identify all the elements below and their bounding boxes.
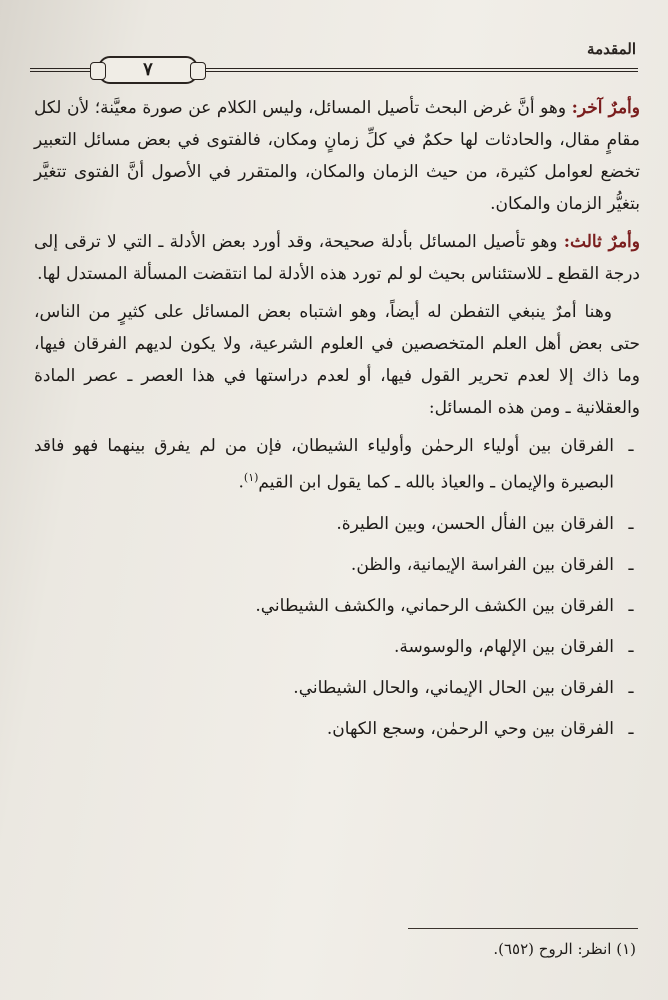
paragraph-2 [34,226,640,290]
list-dash: ـ [628,554,634,575]
issues-list [34,430,640,745]
list-item-text: الفرقان بين الإلهام، والوسوسة. [394,636,614,657]
paragraph-1 [34,92,640,220]
list-item-text: الفرقان بين وحي الرحمٰن، وسجع الكهان. [326,718,614,739]
list-item [34,713,640,745]
paragraph-1-text: وهو أنَّ غرض البحث تأصيل المسائل، وليس الكلام عن صورة معيَّنة؛ لأن لكل مقامٍ مقال، والحادثات لها حكمٌ في كلِّ زمانٍ ومكان، فالفتوى في بعض مسائل التعبير تخضع لعوامل كثيرة، من حيث الزمان والمكان، والمتقرر في الأصول أنَّ الفتوى تتغيَّر بتغيُّر الزمان والمكان. [34,98,640,214]
list-item-text: الفرقان بين الفراسة الإيمانية، والظن. [350,554,614,575]
list-dash: ـ [628,677,634,698]
page-body [34,92,640,754]
list-item [34,672,640,704]
list-dash: ـ [628,595,634,616]
paragraph-2-lead: وأمرٌ ثالث: [563,232,640,252]
list-dash: ـ [628,718,634,739]
list-dash: ـ [628,436,634,456]
footnote: (١) انظر: الروح (٦٥٢). [493,940,636,958]
list-item [34,590,640,622]
footnote-rule [408,928,638,929]
paragraph-3: وهنا أمرٌ ينبغي التفطن له أيضاً، وهو اشتباه بعض المسائل على كثيرٍ من الناس، حتى بعض أهل العلم المتخصصين في العلوم الشرعية، ولا يكون لديهم الفرقان فيها، وما ذاك إلا لعدم تحرير القول فيها، أو لعدم دراستها في هذا العصر ـ عصر المادة والعقلانية ـ ومن هذه المسائل: [34,302,640,418]
paragraph-2-text: وهو تأصيل المسائل بأدلة صحيحة، وقد أورد بعض الأدلة ـ التي لا ترقى إلى درجة القطع ـ للاستئناس بحيث لو لم تورد هذه الأدلة لما انتقضت المسألة المستدل لها. [34,232,640,284]
paragraph-1-lead: وأمرٌ آخر: [571,98,640,118]
list-item-text: الفرقان بين الكشف الرحماني، والكشف الشيطاني. [255,595,614,616]
list-item [34,508,640,540]
list-item-text: الفرقان بين الفأل الحسن، وبين الطيرة. [336,513,614,534]
list-item-text: الفرقان بين الحال الإيماني، والحال الشيطاني. [293,677,614,698]
page-number: ٧ [98,56,198,84]
list-dash: ـ [628,513,634,534]
list-dash: ـ [628,636,634,657]
list-item [34,631,640,663]
running-title: المقدمة [587,40,636,58]
list-item [34,549,640,581]
page-header [30,40,638,80]
footnote-reference: (١) [243,471,259,484]
list-item-text: الفرقان بين أولياء الرحمٰن وأولياء الشيطان، فإن من لم يفرق بينهما فهو فاقد البصيرة والإيمان ـ والعياذ بالله ـ كما يقول ابن القيم [34,436,614,493]
list-item: ـ الفرقان بين أولياء الرحمٰن وأولياء الشيطان، فإن من لم يفرق بينهما فهو فاقد البصيرة والإيمان ـ والعياذ بالله ـ كما يقول ابن القيم$^{(١)}$. [34,430,640,499]
